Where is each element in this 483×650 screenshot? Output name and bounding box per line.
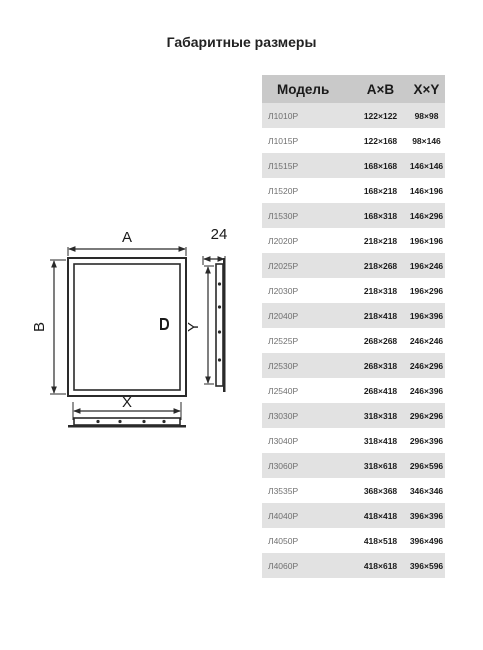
cell-xy: 346×346 [408, 478, 445, 503]
cell-ab: 268×418 [353, 378, 408, 403]
table-row [262, 503, 445, 528]
table-row [262, 403, 445, 428]
cell-xy: 246×396 [408, 378, 445, 403]
table-body [262, 103, 445, 578]
cell-ab: 218×318 [353, 278, 408, 303]
cell-ab: 168×318 [353, 203, 408, 228]
table-row [262, 453, 445, 478]
table-row [262, 478, 445, 503]
table-row [262, 153, 445, 178]
table-row [262, 528, 445, 553]
cell-xy: 296×296 [408, 403, 445, 428]
cell-model: Л3060Р [262, 453, 353, 478]
cell-model: Л2540Р [262, 378, 353, 403]
cell-xy: 146×196 [408, 178, 445, 203]
cell-xy: 246×246 [408, 328, 445, 353]
cell-ab: 268×318 [353, 353, 408, 378]
cell-xy: 196×246 [408, 253, 445, 278]
cell-xy: 296×396 [408, 428, 445, 453]
cell-ab: 218×418 [353, 303, 408, 328]
cell-ab: 418×618 [353, 553, 408, 578]
cell-xy: 146×146 [408, 153, 445, 178]
table-row [262, 428, 445, 453]
cell-model: Л1515Р [262, 153, 353, 178]
header-xy: X×Y [408, 75, 445, 103]
cell-xy: 296×596 [408, 453, 445, 478]
cell-ab: 318×618 [353, 453, 408, 478]
table-row [262, 253, 445, 278]
dimension-x-label: X [121, 394, 133, 411]
hatch-side-view [216, 264, 223, 386]
dimension-depth-label: 24 [210, 226, 228, 243]
cell-ab: 318×318 [353, 403, 408, 428]
cell-model: Л4060Р [262, 553, 353, 578]
table-row [262, 128, 445, 153]
table-row [262, 553, 445, 578]
cell-model: Л2530Р [262, 353, 353, 378]
header-model: Модель [262, 75, 353, 103]
table-row [262, 303, 445, 328]
cell-ab: 122×168 [353, 128, 408, 153]
cell-model: Л2025Р [262, 253, 353, 278]
cell-model: Л2030Р [262, 278, 353, 303]
cell-ab: 218×218 [353, 228, 408, 253]
cell-model: Л1010Р [262, 103, 353, 128]
cell-model: Л3030Р [262, 403, 353, 428]
cell-xy: 98×146 [408, 128, 445, 153]
cell-xy: 196×396 [408, 303, 445, 328]
cell-model: Л1530Р [262, 203, 353, 228]
size-table [262, 75, 445, 578]
hatch-door [74, 264, 180, 390]
table-row [262, 278, 445, 303]
table-row [262, 228, 445, 253]
cell-model: Л4040Р [262, 503, 353, 528]
cell-model: Л3040Р [262, 428, 353, 453]
cell-ab: 168×218 [353, 178, 408, 203]
cell-ab: 122×122 [353, 103, 408, 128]
cell-xy: 196×196 [408, 228, 445, 253]
cell-model: Л1520Р [262, 178, 353, 203]
cell-model: Л1015Р [262, 128, 353, 153]
cell-model: Л3535Р [262, 478, 353, 503]
table-row [262, 353, 445, 378]
cell-xy: 146×296 [408, 203, 445, 228]
cell-model: Л2525Р [262, 328, 353, 353]
cell-xy: 396×496 [408, 528, 445, 553]
table-header-row [262, 75, 445, 103]
page-title: Габаритные размеры [166, 34, 317, 50]
dimension-drawing [28, 222, 243, 432]
cell-ab: 218×268 [353, 253, 408, 278]
cell-model: Л2020Р [262, 228, 353, 253]
cell-ab: 368×368 [353, 478, 408, 503]
table-row [262, 328, 445, 353]
cell-xy: 396×396 [408, 503, 445, 528]
cell-model: Л2040Р [262, 303, 353, 328]
cell-xy: 246×296 [408, 353, 445, 378]
cell-xy: 196×296 [408, 278, 445, 303]
dimension-a-label: A [121, 229, 133, 246]
cell-ab: 268×268 [353, 328, 408, 353]
table-row [262, 378, 445, 403]
table-row [262, 178, 445, 203]
cell-xy: 98×98 [408, 103, 445, 128]
cell-ab: 418×418 [353, 503, 408, 528]
cell-ab: 168×168 [353, 153, 408, 178]
cell-ab: 418×518 [353, 528, 408, 553]
cell-ab: 318×418 [353, 428, 408, 453]
table-row [262, 203, 445, 228]
table-row [262, 103, 445, 128]
header-ab: A×B [353, 75, 408, 103]
dimension-y-label: Y [185, 321, 202, 333]
dimension-b-label: B [31, 321, 48, 333]
cell-model: Л4050Р [262, 528, 353, 553]
cell-xy: 396×596 [408, 553, 445, 578]
